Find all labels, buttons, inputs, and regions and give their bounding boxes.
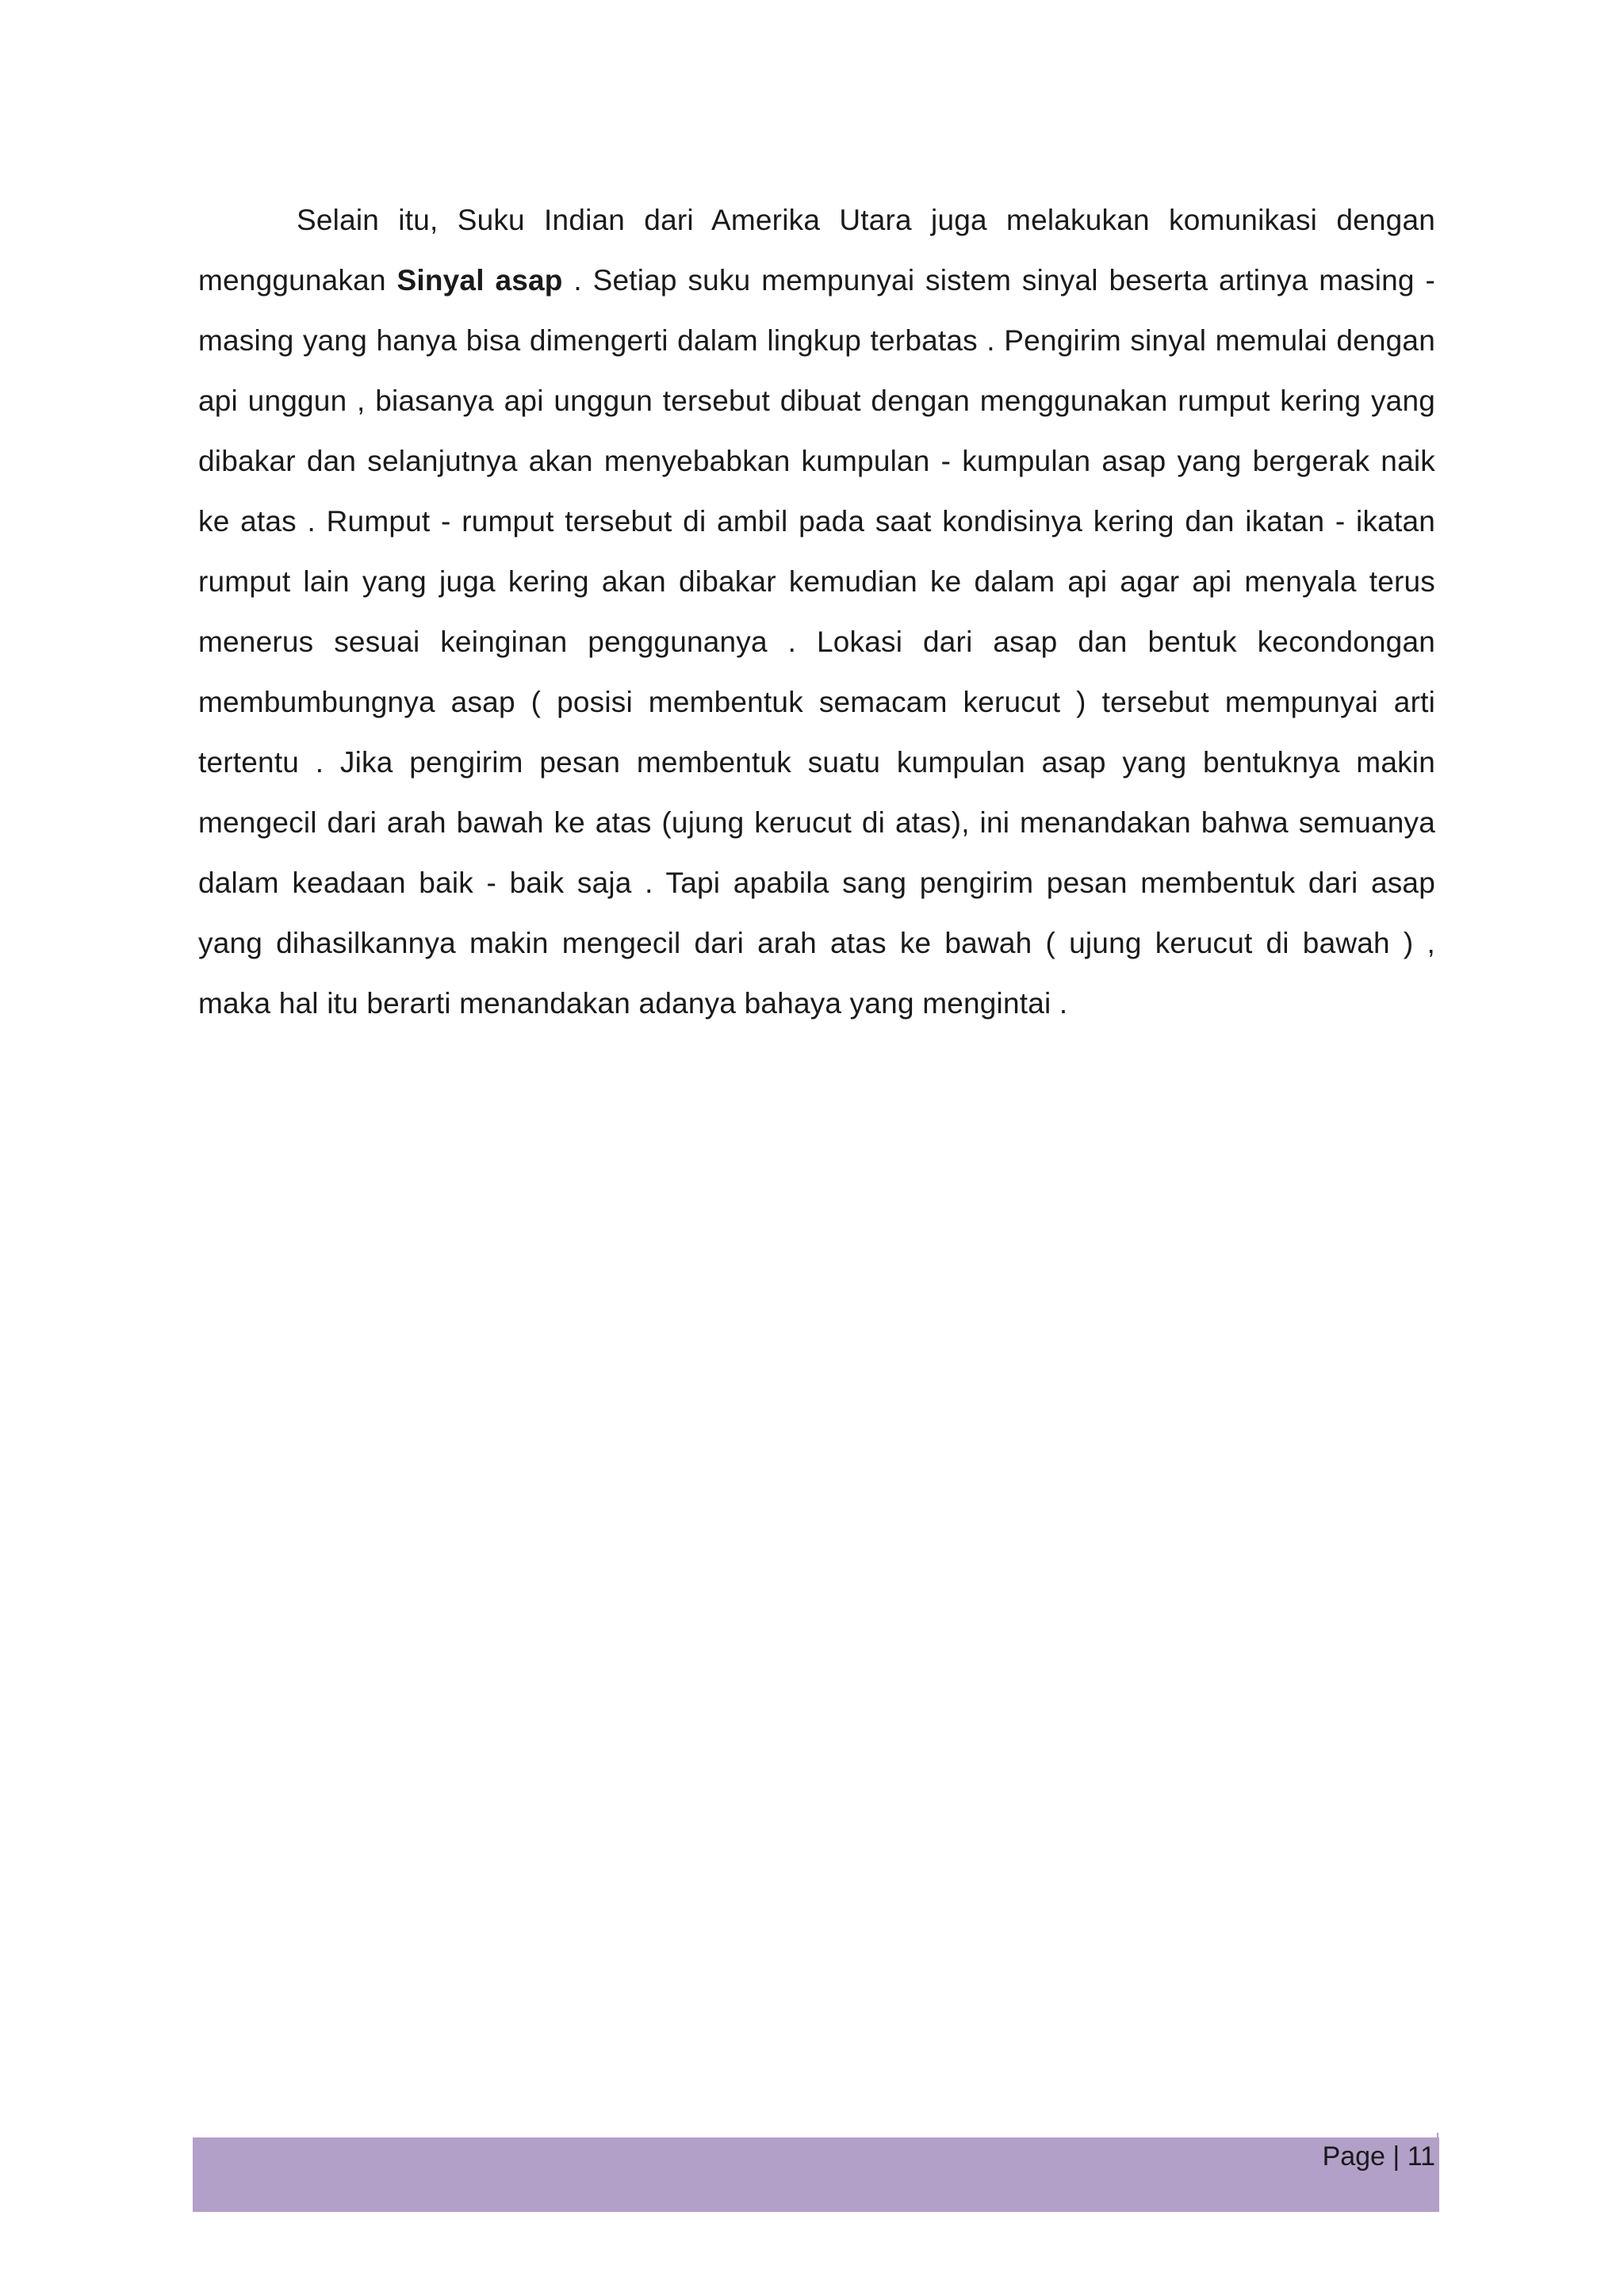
page-number: Page | 11 (1322, 2141, 1435, 2172)
body-paragraph (198, 190, 1435, 1034)
footer-bar (193, 2137, 1439, 2212)
paragraph-text-rest: . Setiap suku mempunyai sistem sinyal beserta artinya masing - masing yang hanya bisa dimengerti dalam lingkup terbatas . Pengirim sinyal memulai dengan api unggun , biasanya api unggun tersebut dibuat dengan menggunakan rumput kering yang dibakar dan selanjutnya akan menyebabkan kumpulan - kumpulan asap yang bergerak naik ke atas . Rumput - rumput tersebut di ambil pada saat kondisinya kering dan ikatan - ikatan rumput lain yang juga kering akan dibakar kemudian ke dalam api agar api menyala terus menerus sesuai keinginan penggunanya . Lokasi dari asap dan bentuk kecondongan membumbungnya asap ( posisi membentuk semacam kerucut ) tersebut mempunyai arti tertentu . Jika pengirim pesan membentuk suatu kumpulan asap yang bentuknya makin mengecil dari arah bawah ke atas (ujung kerucut di atas), ini menandakan bahwa semuanya dalam keadaan baik - baik saja . Tapi apabila sang pengirim pesan membentuk dari asap yang dihasilkannya makin mengecil dari arah atas ke bawah ( ujung kerucut di bawah ) , maka hal itu berarti menandakan adanya bahaya yang mengintai . (198, 264, 1435, 1020)
paragraph-text-start: Selain itu, Suku Indian dari Amerika Utara juga melakukan komunikasi dengan menggunakan (198, 204, 1435, 297)
bold-term-sinyal-asap: Sinyal asap (396, 264, 563, 297)
footer-divider (1437, 2133, 1438, 2174)
